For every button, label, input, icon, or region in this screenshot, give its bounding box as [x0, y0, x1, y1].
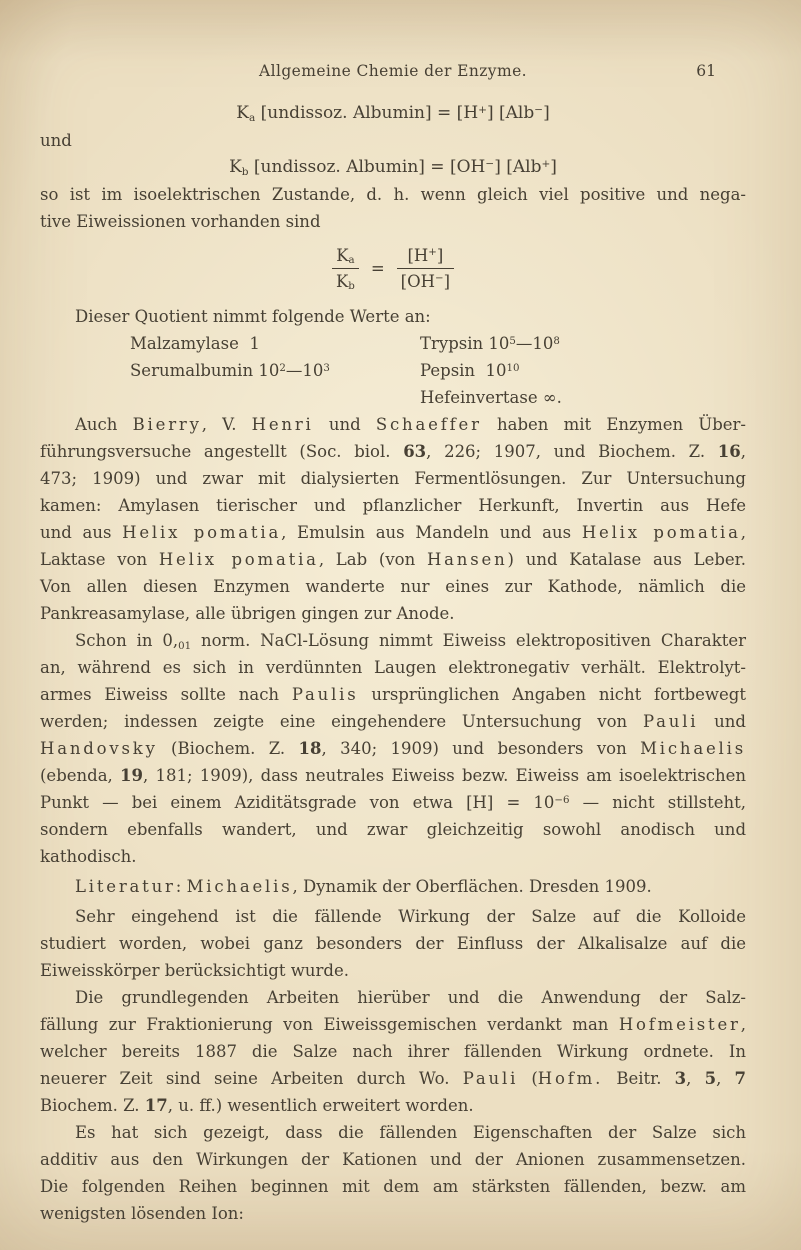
text-line: Die grundlegenden Arbeiten hierüber und die Anwendung der Salz-	[75, 988, 746, 1007]
text-line: Trypsin $10^5—10^8$	[420, 334, 560, 353]
paragraph-bierry-experiments	[40, 411, 746, 627]
fraction-denominator: [OH−]	[397, 268, 454, 292]
paragraph-salt-precipitation	[40, 903, 746, 984]
paragraph-ion-series	[40, 1119, 746, 1227]
text-line: Dieser Quotient nimmt folgende Werte an:	[75, 307, 431, 326]
equation-ratio	[40, 240, 746, 296]
text-line: Von allen diesen Enzymen wanderte nur eines zur Kathode, nämlich die	[40, 577, 746, 596]
text-line: führungsversuche angestellt (Soc. biol. 63, 226; 1907, und Biochem. Z. 16,	[40, 442, 746, 461]
text-line: Malzamylase 1	[130, 334, 260, 353]
text-line: sondern ebenfalls wandert, und zwar gleichzeitig sowohl anodisch und	[40, 820, 746, 839]
text-line: Es hat sich gezeigt, dass die fällenden Eigenschaften der Salze sich	[75, 1123, 746, 1142]
text-line: werden; indessen zeigte eine eingehendere Untersuchung von Pauli und	[40, 712, 746, 731]
text-line: Pankreasamylase, alle übrigen gingen zur Anode.	[40, 604, 455, 623]
fraction-ka-kb	[332, 245, 359, 292]
text-line: Literatur: Michaelis, Dynamik der Oberflächen. Dresden 1909.	[75, 877, 652, 896]
running-title: Allgemeine Chemie der Enzyme.	[259, 62, 527, 80]
equation-ka: Ka [undissoz. Albumin] = [H+] [Alb−]	[236, 103, 550, 124]
fraction-h-oh	[397, 245, 454, 292]
fraction-numerator: [H+]	[407, 245, 444, 265]
text-line: additiv aus den Wirkungen der Kationen und der Anionen zusammensetzen.	[40, 1150, 746, 1169]
text-line: Eiweisskörper berücksichtigt wurde.	[40, 961, 349, 980]
text-line: Die folgenden Reihen beginnen mit dem am stärksten fällenden, bezw. am	[40, 1177, 746, 1196]
paragraph-quotient-intro	[40, 303, 746, 330]
text-line: Punkt — bei einem Aziditätsgrade von etwa $[H] = 10^{-6}$ — nicht stillsteht,	[40, 793, 746, 812]
text-line: studiert worden, wobei ganz besonders der Einfluss der Alkalisalze auf die	[40, 934, 746, 953]
text-line: kathodisch.	[40, 847, 137, 866]
text-line: an, während es sich in verdünnten Laugen elektronegativ verhält. Elektrolyt-	[40, 658, 746, 677]
text-line: wenigsten lösenden Ion:	[40, 1204, 244, 1223]
page-header	[40, 58, 746, 85]
paragraph-hofmeister	[40, 984, 746, 1119]
text-line: Hefeinvertase ∞.	[420, 388, 562, 407]
text-line: Handovsky (Biochem. Z. 18, 340; 1909) und besonders von Michaelis	[40, 739, 746, 758]
text-line: Laktase von Helix pomatia, Lab (von Hansen) und Katalase aus Leber.	[40, 550, 747, 569]
text-line: kamen: Amylasen tierischer und pflanzlicher Herkunft, Invertin aus Hefe	[40, 496, 746, 515]
connector-und: und	[40, 131, 72, 150]
text-line: Sehr eingehend ist die fällende Wirkung der Salze auf die Kolloide	[75, 907, 746, 926]
text-line: tive Eiweissionen vorhanden sind	[40, 212, 321, 231]
text-line: 473; 1909) und zwar mit dialysierten Fermentlösungen. Zur Untersuchung	[40, 469, 746, 488]
text-line: welcher bereits 1887 die Salze nach ihrer fällenden Wirkung ordnete. In	[40, 1042, 746, 1061]
quotient-table-left-column	[130, 330, 420, 411]
text-line: Biochem. Z. 17, u. ff.) wesentlich erweitert worden.	[40, 1096, 474, 1115]
text-line: und aus Helix pomatia, Emulsin aus Mandeln und aus Helix pomatia,	[40, 523, 746, 542]
text-line: armes Eiweiss sollte nach Paulis ursprünglichen Angaben nicht fortbewegt	[40, 685, 746, 704]
paragraph-isoelectric	[40, 181, 746, 235]
equation-kb: Kb [undissoz. Albumin] = [OH−] [Alb+]	[229, 157, 557, 178]
text-line: Schon in 0,01 norm. NaCl-Lösung nimmt Eiweiss elektropositiven Charakter	[75, 631, 746, 652]
text-block	[40, 58, 746, 1227]
fraction-denominator: Kb	[332, 268, 359, 292]
text-line: neuerer Zeit sind seine Arbeiten durch Wo. Pauli (Hofm. Beitr. 3, 5, 7	[40, 1069, 747, 1088]
text-line: Serumalbumin $10^2—10^3$	[130, 361, 330, 380]
text-line: Pepsin $10^{10}$	[420, 361, 520, 380]
fraction-numerator: Ka	[336, 245, 355, 267]
quotient-value-table	[130, 330, 746, 411]
page-number: 61	[696, 62, 716, 80]
paragraph-nacl-solution	[40, 627, 746, 870]
text-line: Auch Bierry, V. Henri und Schaeffer haben mit Enzymen Über-	[75, 415, 747, 434]
literatur-reference	[40, 873, 746, 900]
text-line: (ebenda, 19, 181; 1909), dass neutrales Eiweiss bezw. Eiweiss am isoelektrischen	[40, 766, 746, 785]
text-line: so ist im isoelektrischen Zustande, d. h. wenn gleich viel positive und nega-	[40, 185, 746, 204]
text-line: fällung zur Fraktionierung von Eiweissgemischen verdankt man Hofmeister,	[40, 1015, 746, 1034]
quotient-table-right-column	[420, 330, 562, 411]
equals-sign: =	[370, 258, 385, 278]
